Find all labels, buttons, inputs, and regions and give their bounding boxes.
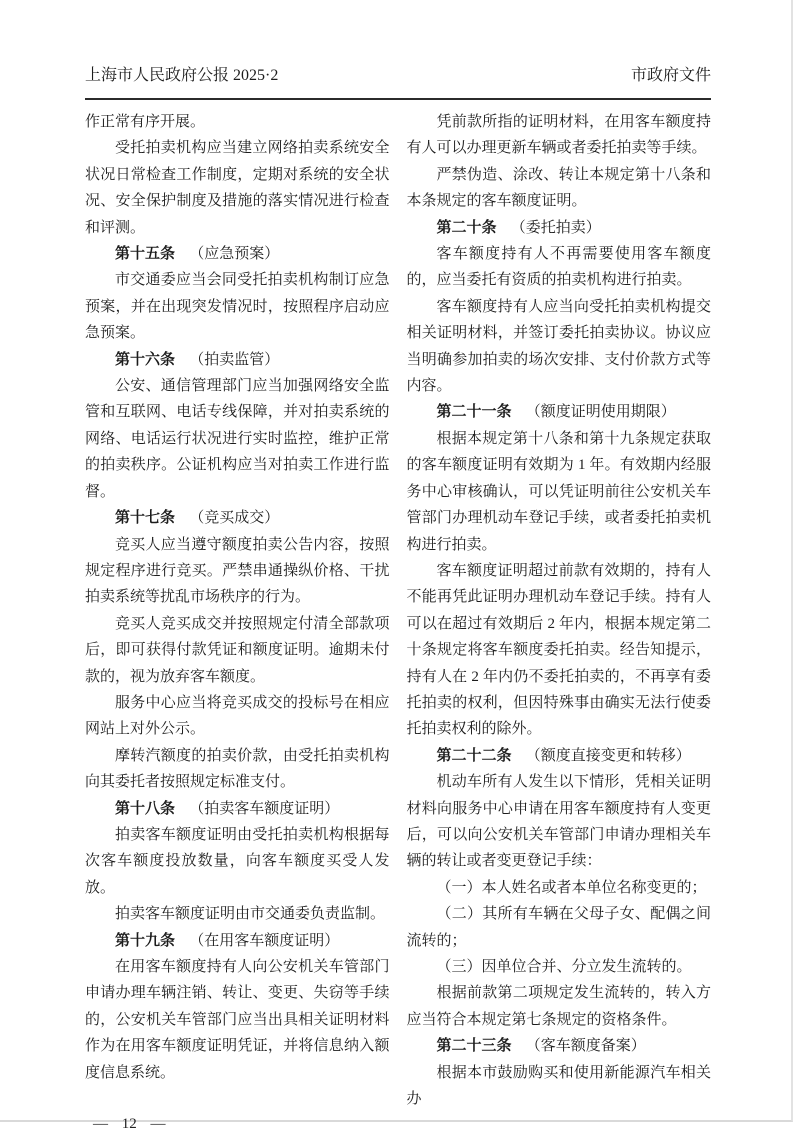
- article-number: 第二十三条: [436, 1037, 512, 1055]
- article-number: 第十七条: [115, 509, 176, 527]
- article-heading: [85, 241, 390, 267]
- document-section-label: 市政府文件: [630, 67, 711, 84]
- body-paragraph: 凭前款所指的证明材料，在用客车额度持有人可以办理更新车辆或者委托拍卖等手续。: [406, 114, 711, 157]
- body-paragraph: 拍卖客车额度证明由受托拍卖机构根据每次客车额度投放数量，向客车额度买受人发放。: [85, 826, 390, 896]
- article-heading: [407, 1033, 712, 1059]
- article-number: 第二十二条: [436, 746, 512, 764]
- article-title: （客车额度备案）: [525, 1038, 646, 1055]
- page-number: — 12 —: [93, 1116, 166, 1133]
- body-paragraph: 根据本规定第十八条和第十九条规定获取的客车额度证明有效期为 1 年。有效期内经服务中心审核确认，可以凭证明前往公安机关车管部门办理机动车登记手续，或者委托拍卖机构进行拍卖。: [406, 430, 711, 553]
- article-heading: [407, 743, 712, 769]
- article-title: （额度直接变更和转移）: [525, 747, 691, 764]
- article-number: 第十六条: [115, 350, 176, 368]
- article-heading: [85, 928, 390, 954]
- body-paragraph: 机动车所有人发生以下情形，凭相关证明材料向服务中心申请在用客车额度持有人变更后，可以向公安机关车管部门申请办理相关车辆的转让或者变更登记手续：: [406, 774, 711, 870]
- body-paragraph: 公安、通信管理部门应当加强网络安全监管和互联网、电话专线保障，并对拍卖系统的网络、电话运行状况进行实时监控，维护正常的拍卖秩序。公证机构应当对拍卖工作进行监督。: [85, 378, 390, 500]
- body-paragraph: 服务中心应当将竞买成交的投标号在相应网站上对外公示。: [85, 694, 390, 738]
- article-title: （应急预案）: [189, 246, 280, 263]
- body-paragraph: 拍卖客车额度证明由市交通委负责监制。: [115, 906, 386, 923]
- document-body: [85, 109, 711, 1112]
- body-paragraph: 摩转汽额度的拍卖价款，由受托拍卖机构向其委托者按照规定标准支付。: [85, 747, 390, 791]
- page-footer: [85, 1115, 711, 1133]
- article-number: 第十八条: [115, 799, 176, 817]
- body-paragraph: （二）其所有车辆在父母子女、配偶之间流转的；: [406, 906, 711, 949]
- body-paragraph: 根据本市鼓励购买和使用新能源汽车相关办: [406, 1064, 711, 1108]
- body-paragraph: 受托拍卖机构应当建立网络拍卖系统安全状况日常检查工作制度，定期对系统的安全状况、安全保护制度及措施的落实情况进行检查和评测。: [85, 140, 390, 236]
- article-number: 第二十条: [436, 218, 497, 236]
- article-heading: [85, 505, 390, 531]
- body-paragraph: 作正常有序开展。: [85, 114, 206, 130]
- body-paragraph: 根据前款第二项规定发生流转的，转入方应当符合本规定第七条规定的资格条件。: [406, 985, 711, 1028]
- body-paragraph: 客车额度证明超过前款有效期的，持有人不能再凭此证明办理机动车登记手续。持有人可以在超过有效期后 2 年内，根据本规定第二十条规定将客车额度委托拍卖。经告知提示，持有人在 2 年内仍不委托拍卖的，不再享有委托拍卖的权利，但因特殊事由确实无法行使委托拍卖权利的除外。: [406, 562, 711, 738]
- article-number: 第十九条: [115, 931, 176, 949]
- body-paragraph: 竞买人应当遵守额度拍卖公告内容，按照规定程序进行竞买。严禁串通操纵价格、干扰拍卖系统等扰乱市场秩序的行为。: [85, 536, 390, 606]
- body-paragraph: （三）因单位合并、分立发生流转的。: [436, 959, 692, 975]
- body-paragraph: 客车额度持有人应当向受托拍卖机构提交相关证明材料，并签订委托拍卖协议。协议应当明确参加拍卖的场次安排、支付价款方式等内容。: [406, 298, 711, 395]
- right-column: [407, 109, 712, 1112]
- body-paragraph: 市交通委应当会同受托拍卖机构制订应急预案，并在出现突发情况时，按照程序启动应急预案。: [85, 272, 390, 342]
- gazette-title: 上海市人民政府公报 2025·2: [85, 67, 279, 84]
- article-title: （竞买成交）: [189, 510, 280, 527]
- article-title: （拍卖监管）: [189, 351, 280, 368]
- body-paragraph: 客车额度持有人不再需要使用客车额度的，应当委托有资质的拍卖机构进行拍卖。: [406, 246, 711, 289]
- article-title: （在用客车额度证明）: [189, 932, 340, 949]
- body-paragraph: （一）本人姓名或者本单位名称变更的；: [436, 879, 707, 896]
- article-heading: [407, 215, 712, 241]
- body-paragraph: 在用客车额度持有人向公安机关车管部门申请办理车辆注销、转让、变更、失窃等手续的，公安机关车管部门应当出具相关证明材料作为在用客车额度证明凭证，并将信息纳入额度信息系统。: [85, 959, 390, 1081]
- article-title: （额度证明使用期限）: [525, 404, 676, 421]
- left-column: [85, 109, 390, 1112]
- page-header: [85, 62, 711, 100]
- article-number: 第十五条: [115, 245, 176, 263]
- article-title: （委托拍卖）: [510, 219, 601, 236]
- article-title: （拍卖客车额度证明）: [189, 800, 340, 817]
- article-heading: [85, 347, 390, 373]
- body-paragraph: 竞买人竞买成交并按照规定付清全部款项后，即可获得付款凭证和额度证明。逾期未付款的，视为放弃客车额度。: [85, 615, 390, 685]
- article-heading: [85, 796, 390, 822]
- article-heading: [407, 399, 712, 425]
- body-paragraph: 严禁伪造、涂改、转让本规定第十八条和本条规定的客车额度证明。: [406, 166, 711, 210]
- article-number: 第二十一条: [436, 403, 512, 421]
